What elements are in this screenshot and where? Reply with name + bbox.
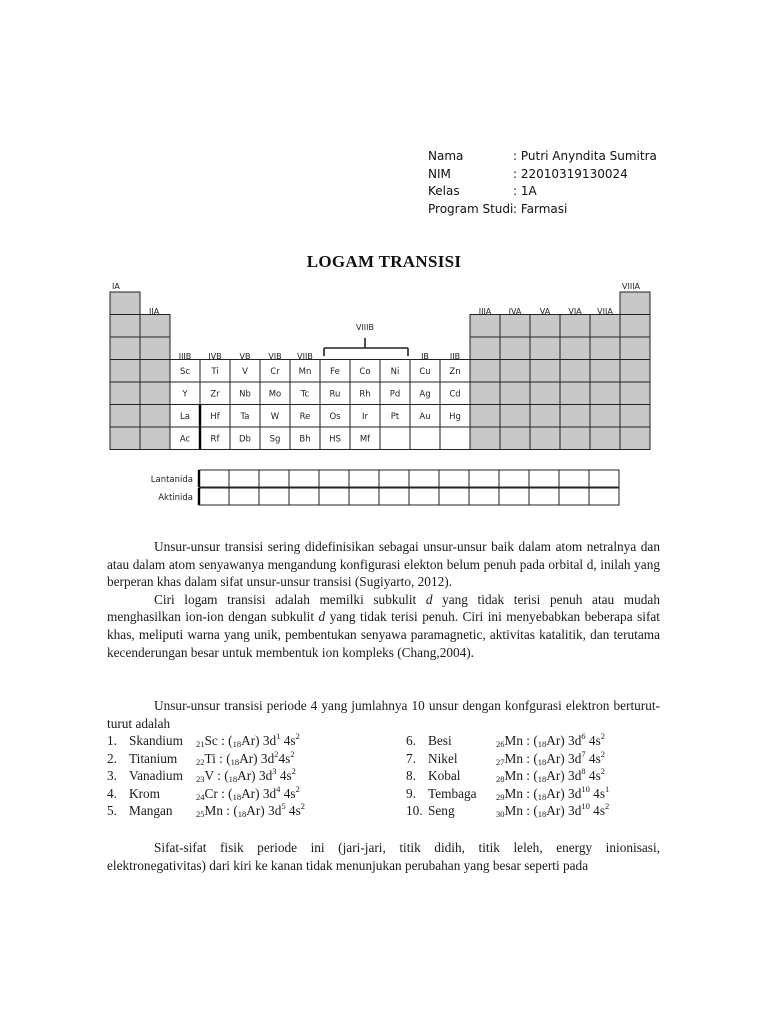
- config-row: [406, 802, 609, 820]
- lantanida-cell: [439, 470, 469, 487]
- element-symbol: Ti: [204, 750, 216, 766]
- element-cell-p-block: [590, 360, 620, 383]
- config-text: 4s: [585, 750, 601, 766]
- config-row: [107, 785, 305, 803]
- group-label-va: VA: [539, 307, 551, 316]
- config-text: Ar) 3d: [546, 785, 582, 801]
- element-name: Titanium: [129, 750, 178, 766]
- aktinida-cell: [499, 488, 529, 505]
- config-row: [107, 767, 305, 785]
- config-row: [406, 785, 609, 803]
- s-electrons: 2: [300, 801, 306, 812]
- config-text: 4s: [589, 785, 606, 801]
- element-cell-p-block: [560, 405, 590, 428]
- group-label-viiia: VIIIA: [622, 282, 641, 291]
- config-text: 4s: [589, 803, 606, 819]
- element-symbol: Db: [239, 434, 251, 445]
- d-electrons: 5: [281, 801, 286, 812]
- element-name: Mangan: [129, 803, 173, 819]
- config-text: : (: [522, 785, 538, 801]
- info-value: : Putri Anyndita Sumitra: [513, 149, 657, 163]
- element-cell-iia: [140, 427, 170, 450]
- lantanida-cell: [589, 470, 619, 487]
- lantanida-cell: [259, 470, 289, 487]
- config-text: 4s: [585, 768, 601, 784]
- config-text: 4s: [276, 768, 292, 784]
- element-symbol: Ir: [361, 412, 369, 422]
- element-name: Nikel: [428, 750, 458, 766]
- group-label-vb: VB: [239, 352, 251, 361]
- core-number: 18: [537, 756, 547, 767]
- element-name: Tembaga: [428, 785, 477, 801]
- core-number: 18: [230, 756, 240, 767]
- element-symbol: Mf: [359, 434, 371, 445]
- element-cell-viiia: [620, 315, 650, 338]
- group-label-vib: VIB: [268, 352, 282, 361]
- subshell-d: d: [425, 591, 433, 607]
- lantanida-cell: [469, 470, 499, 487]
- element-symbol: Ni: [390, 367, 400, 377]
- element-cell-p-block: [560, 382, 590, 405]
- element-cell-ia: [110, 405, 140, 428]
- element-symbol: Hf: [210, 412, 220, 422]
- element-name: Kobal: [428, 768, 461, 784]
- element-cell-p-block: [590, 382, 620, 405]
- config-text: 4s: [285, 803, 301, 819]
- core-number: 18: [537, 791, 547, 802]
- info-label: Program Studi: [428, 201, 514, 216]
- element-symbol: Sc: [179, 367, 191, 377]
- group-label-via: VIA: [568, 307, 582, 316]
- element-cell-p-block: [590, 427, 620, 450]
- element-cell-ia: [110, 360, 140, 383]
- element-symbol: Cd: [449, 389, 461, 400]
- group-label-ivb: IVB: [208, 352, 222, 361]
- element-symbol: V: [242, 367, 248, 377]
- config-text: : (: [215, 750, 231, 766]
- config-number: 2.: [107, 750, 117, 766]
- lantanida-cell: [409, 470, 439, 487]
- lantanida-cell: [559, 470, 589, 487]
- config-number: 6.: [406, 733, 416, 748]
- aktinida-cell: [559, 488, 589, 505]
- element-cell-ia: [110, 315, 140, 338]
- config-text: Ar) 3d: [546, 733, 582, 748]
- element-symbol: Pd: [389, 389, 401, 400]
- atomic-number: 23: [196, 774, 205, 785]
- element-cell-iia: [140, 337, 170, 360]
- element-cell-p-block: [560, 337, 590, 360]
- element-symbol: Zn: [449, 367, 461, 377]
- core-number: 18: [537, 809, 547, 820]
- aktinida-cell: [349, 488, 379, 505]
- aktinida-cell: [199, 488, 229, 505]
- config-row: [107, 802, 305, 820]
- core-number: 18: [537, 774, 547, 785]
- group-label-viia: VIIA: [597, 307, 613, 316]
- transition-element-cell: [410, 427, 440, 450]
- core-number: 18: [232, 739, 242, 749]
- paragraph-1: Unsur-unsur transisi sering didefinisikan sebagai unsur-unsur baik dalam atom netralnya dan atau dalam atom senyawanya mengandung konfigurasi elekton belum penuh pada orbital d, inilah yang berperan khas dalam sifat unsur-unsur transisi (Sugiyarto, 2012).: [107, 539, 660, 590]
- aktinida-cell: [409, 488, 439, 505]
- config-text: Ar) 3d: [546, 768, 582, 784]
- element-symbol: Mn: [504, 803, 523, 819]
- config-text: Ar) 3d: [546, 750, 582, 766]
- group-label-iib: IIB: [449, 352, 461, 361]
- config-text: Ar) 3d: [246, 803, 282, 819]
- config-text: : (: [522, 733, 538, 748]
- element-symbol: HS: [329, 434, 341, 445]
- element-symbol: Pt: [390, 412, 400, 422]
- atomic-number: 29: [496, 791, 505, 802]
- core-number: 18: [232, 791, 242, 802]
- element-cell-p-block: [530, 360, 560, 383]
- paragraph-2-text: Ciri logam transisi adalah memilki subkulit: [154, 591, 426, 607]
- paragraph-2: [107, 591, 660, 661]
- group-label-viib: VIIB: [297, 352, 313, 361]
- config-text: : (: [213, 768, 229, 784]
- element-name: Skandium: [129, 733, 183, 748]
- element-cell-p-block: [470, 427, 500, 450]
- core-number: 18: [237, 809, 247, 820]
- element-symbol: Ag: [419, 389, 431, 400]
- aktinida-cell: [439, 488, 469, 505]
- info-row-program-studi: [428, 201, 657, 219]
- d-electrons: 1: [276, 731, 281, 741]
- element-symbol: Sc: [204, 733, 218, 748]
- element-cell-p-block: [500, 337, 530, 360]
- aktinida-cell: [379, 488, 409, 505]
- config-text: : (: [522, 803, 538, 819]
- element-cell-viiia: [620, 337, 650, 360]
- element-name: Krom: [129, 785, 161, 801]
- element-cell-p-block: [500, 315, 530, 338]
- info-row-nama: [428, 148, 657, 166]
- s-electrons: 2: [600, 748, 606, 759]
- element-symbol: Fe: [330, 367, 340, 377]
- element-cell-viiia: [620, 405, 650, 428]
- element-symbol: Mn: [504, 768, 523, 784]
- info-row-nim: [428, 166, 657, 184]
- element-cell-p-block: [500, 382, 530, 405]
- element-symbol: Mn: [298, 367, 312, 377]
- element-cell-ia: [110, 427, 140, 450]
- element-cell-ia: [110, 292, 140, 315]
- group-label-iva: IVA: [508, 307, 522, 316]
- element-cell-p-block: [590, 337, 620, 360]
- config-row: [406, 750, 609, 768]
- group-label-ia: IA: [112, 282, 120, 291]
- d-electrons: 10: [581, 783, 590, 794]
- atomic-number: 22: [196, 756, 205, 767]
- lantanida-cell: [289, 470, 319, 487]
- paragraph-definition: [107, 538, 660, 661]
- element-symbol: Re: [299, 412, 311, 422]
- element-symbol: Ac: [179, 434, 191, 445]
- element-cell-p-block: [500, 360, 530, 383]
- transition-element-cell: [440, 427, 470, 450]
- element-symbol: Au: [419, 412, 431, 422]
- element-symbol: Mo: [268, 389, 282, 400]
- aktinida-cell: [289, 488, 319, 505]
- config-text: : (: [522, 750, 538, 766]
- element-symbol: Cr: [270, 367, 280, 377]
- info-label: Nama: [428, 149, 464, 163]
- config-row: [107, 750, 305, 768]
- element-name: Seng: [428, 803, 455, 819]
- config-text: Ar) 3d: [239, 750, 275, 766]
- element-symbol: Mn: [204, 803, 223, 819]
- element-symbol: V: [204, 768, 214, 784]
- element-name: Besi: [428, 733, 452, 748]
- element-cell-p-block: [590, 405, 620, 428]
- paragraph-4: Sifat-sifat fisik periode ini (jari-jari, titik didih, titik leleh, energy inionisasi, elektronegativitas) dari kiri ke kanan tidak menunjukan perubahan yang besar seperti pada: [107, 840, 660, 873]
- aktinida-cell: [529, 488, 559, 505]
- element-cell-iia: [140, 315, 170, 338]
- transition-element-cell: [380, 427, 410, 450]
- s-electrons: 2: [290, 748, 295, 759]
- d-electrons: 7: [581, 748, 586, 759]
- config-number: 10.: [406, 803, 423, 819]
- element-cell-p-block: [530, 427, 560, 450]
- paragraph-3: Unsur-unsur transisi periode 4 yang jumlahnya 10 unsur dengan konfgurasi elektron berturut-turut adalah: [107, 698, 660, 731]
- paragraph-physical: [107, 839, 660, 874]
- config-text: 4s: [280, 785, 296, 801]
- info-value: : 22010319130024: [513, 166, 628, 181]
- subshell-d: d: [318, 609, 326, 625]
- info-row-kelas: [428, 183, 657, 201]
- element-cell-p-block: [530, 315, 560, 338]
- element-cell-viiia: [620, 382, 650, 405]
- s-electrons: 2: [295, 783, 300, 794]
- element-symbol: Nb: [239, 389, 251, 400]
- element-cell-p-block: [470, 382, 500, 405]
- config-text: : (: [522, 768, 538, 784]
- atomic-number: 30: [496, 809, 505, 820]
- d-electrons: 10: [581, 801, 590, 812]
- group-label-iiib: IIIB: [178, 352, 192, 361]
- element-cell-viiia: [620, 360, 650, 383]
- d-electrons: 2: [274, 748, 279, 759]
- config-number: 3.: [107, 768, 117, 784]
- aktinida-cell: [229, 488, 259, 505]
- element-symbol: Rh: [359, 389, 371, 400]
- element-cell-iia: [140, 360, 170, 383]
- s-electrons: 2: [291, 766, 296, 777]
- element-cell-viiia: [620, 292, 650, 315]
- s-electrons: 1: [605, 783, 610, 794]
- atomic-number: 28: [496, 774, 505, 785]
- element-cell-p-block: [470, 337, 500, 360]
- config-row: [406, 732, 609, 750]
- element-symbol: Bh: [299, 434, 311, 445]
- atomic-number: 24: [196, 791, 205, 802]
- atomic-number: 27: [496, 756, 505, 767]
- element-symbol: Cr: [204, 785, 218, 801]
- config-number: 7.: [406, 750, 416, 766]
- aktinida-label: Aktinida: [158, 493, 193, 503]
- config-list-left: [107, 732, 305, 820]
- atomic-number: 25: [196, 809, 205, 820]
- element-cell-p-block: [500, 405, 530, 428]
- element-cell-p-block: [470, 360, 500, 383]
- info-value: : Farmasi: [513, 201, 568, 216]
- element-symbol: Rf: [210, 434, 220, 445]
- config-text: 4s: [278, 750, 291, 766]
- lantanida-cell: [349, 470, 379, 487]
- core-number: 18: [228, 774, 238, 785]
- lantanida-label: Lantanida: [150, 475, 193, 485]
- atomic-number: 26: [496, 739, 505, 749]
- element-symbol: Hg: [449, 412, 461, 422]
- element-symbol: Sg: [269, 434, 281, 445]
- info-label: Kelas: [428, 184, 460, 198]
- element-cell-p-block: [560, 315, 590, 338]
- config-number: 1.: [107, 733, 117, 748]
- group-label-iiia: IIIA: [478, 307, 492, 316]
- aktinida-cell: [589, 488, 619, 505]
- element-symbol: Mn: [504, 785, 523, 801]
- paragraph-2-text: yang tidak terisi penuh atau mudah menghasilkan ion-ion dengan subkulit: [107, 591, 660, 625]
- config-text: : (: [217, 785, 233, 801]
- lantanida-cell: [499, 470, 529, 487]
- element-cell-p-block: [470, 315, 500, 338]
- lantanida-cell: [199, 470, 229, 487]
- element-cell-ia: [110, 337, 140, 360]
- element-symbol: Os: [329, 412, 341, 422]
- element-name: Vanadium: [129, 768, 183, 784]
- element-cell-p-block: [560, 360, 590, 383]
- element-cell-p-block: [500, 427, 530, 450]
- element-cell-iia: [140, 382, 170, 405]
- config-text: : (: [217, 733, 233, 748]
- s-electrons: 2: [605, 801, 610, 812]
- element-symbol: Cu: [419, 367, 431, 377]
- config-number: 9.: [406, 785, 416, 801]
- page-title: LOGAM TRANSISI: [306, 252, 462, 271]
- config-text: 4s: [280, 733, 296, 748]
- element-symbol: La: [180, 412, 190, 422]
- group-label-viiib: VIIIB: [355, 323, 375, 332]
- element-symbol: Co: [359, 367, 371, 377]
- element-symbol: W: [270, 412, 280, 422]
- lantanida-cell: [229, 470, 259, 487]
- aktinida-cell: [259, 488, 289, 505]
- atomic-number: 21: [196, 739, 205, 749]
- config-text: Ar) 3d: [241, 785, 277, 801]
- lantanida-cell: [529, 470, 559, 487]
- d-electrons: 8: [581, 766, 586, 777]
- d-electrons: 4: [276, 783, 281, 794]
- config-number: 5.: [107, 803, 117, 819]
- config-list-right: [406, 732, 609, 820]
- lantanida-cell: [379, 470, 409, 487]
- element-cell-p-block: [560, 427, 590, 450]
- element-symbol: Ru: [329, 389, 341, 400]
- element-symbol: Tc: [300, 389, 310, 400]
- element-cell-p-block: [530, 405, 560, 428]
- group-label-ib: IB: [421, 352, 429, 361]
- student-info: [428, 148, 657, 218]
- element-cell-p-block: [530, 382, 560, 405]
- config-text: 4s: [585, 733, 601, 748]
- lantanida-cell: [319, 470, 349, 487]
- element-cell-viiia: [620, 427, 650, 450]
- element-cell-p-block: [470, 405, 500, 428]
- s-electrons: 2: [600, 731, 606, 741]
- element-symbol: Ta: [240, 412, 250, 422]
- info-label: NIM: [428, 166, 451, 181]
- group-label-iia: IIA: [149, 307, 160, 316]
- d-electrons: 3: [272, 766, 277, 777]
- config-text: Ar) 3d: [546, 803, 582, 819]
- config-number: 4.: [107, 785, 117, 801]
- config-text: Ar) 3d: [237, 768, 273, 784]
- config-text: : (: [222, 803, 238, 819]
- aktinida-cell: [469, 488, 499, 505]
- element-cell-p-block: [530, 337, 560, 360]
- config-text: Ar) 3d: [241, 733, 277, 748]
- element-symbol: Zr: [210, 389, 220, 400]
- core-number: 18: [537, 739, 547, 749]
- aktinida-cell: [319, 488, 349, 505]
- element-symbol: Y: [182, 389, 188, 400]
- d-electrons: 6: [581, 731, 586, 741]
- element-symbol: Ti: [211, 367, 219, 377]
- element-symbol: Mn: [504, 750, 523, 766]
- config-row: [107, 732, 305, 750]
- s-electrons: 2: [295, 731, 300, 741]
- element-symbol: Mn: [504, 733, 523, 748]
- element-cell-p-block: [590, 315, 620, 338]
- periodic-table-diagram: [108, 280, 653, 522]
- s-electrons: 2: [600, 766, 606, 777]
- paragraph-2-text: yang tidak terisi penuh. Ciri ini menyebabkan beberapa sifat khas, meliputi warna yang unik, pembentukan senyawa paramagnetic, aktivitas katalitik, dan terutama kecenderungan besar untuk membentuk ion kompleks (Chang,2004).: [107, 609, 660, 660]
- config-number: 8.: [406, 768, 416, 784]
- info-value: : 1A: [513, 184, 537, 198]
- config-row: [406, 767, 609, 785]
- element-cell-iia: [140, 405, 170, 428]
- element-cell-ia: [110, 382, 140, 405]
- paragraph-period-4: [107, 697, 660, 732]
